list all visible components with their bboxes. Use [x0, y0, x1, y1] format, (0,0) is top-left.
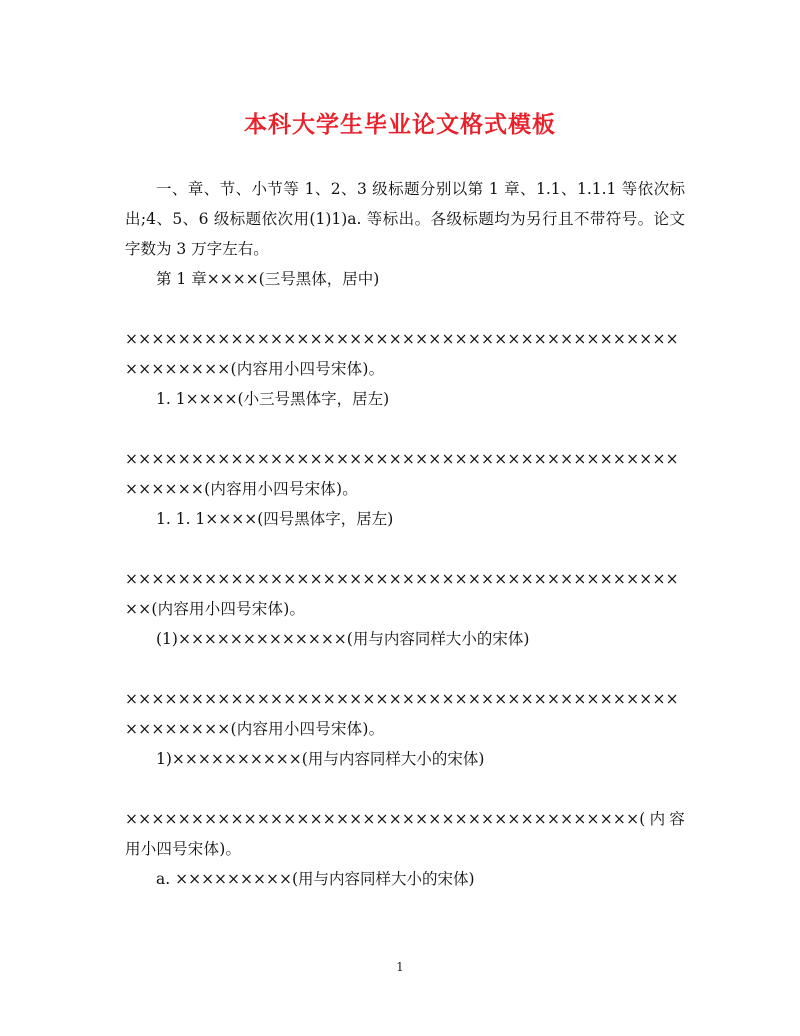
subsection-content: ××××××××××××××××××××××××××××××××××××××××××××(内容用小四号宋体)。 [125, 570, 679, 618]
level4-content: ××××××××××××××××××××××××××××××××××××××××××××××××××(内容用小四号宋体)。 [125, 690, 679, 738]
intro-paragraph: 一、章、节、小节等 1、2、3 级标题分别以第 1 章、1.1、1.1.1 等依次标出;4、5、6 级标题依次用(1)1)a. 等标出。各级标题均为另行且不带符号。论文字数为 3 万字左右。 [125, 180, 685, 258]
subsection-heading: 1. 1. 1××××(四号黑体字，居左) [156, 510, 394, 528]
chapter-heading: 第 1 章××××(三号黑体，居中) [156, 270, 380, 288]
page-number: 1 [396, 960, 404, 974]
document-body [125, 174, 685, 894]
level5-heading: 1)××××××××××(用与内容同样大小的宋体) [156, 750, 485, 768]
chapter-content: ××××××××××××××××××××××××××××××××××××××××××××××××××(内容用小四号宋体)。 [125, 330, 679, 378]
document-title: 本科大学生毕业论文格式模板 [244, 111, 556, 138]
section-content: ××××××××××××××××××××××××××××××××××××××××××××××××(内容用小四号宋体)。 [125, 450, 679, 498]
level4-heading: (1)×××××××××××××(用与内容同样大小的宋体) [156, 630, 530, 648]
level5-content: ×××××××××××××××××××××××××××××××××××××××(内容用小四号宋体)。 [125, 810, 685, 858]
level6-heading: a. ×××××××××(用与内容同样大小的宋体) [156, 870, 475, 888]
section-heading: 1. 1××××(小三号黑体字，居左) [156, 390, 390, 408]
